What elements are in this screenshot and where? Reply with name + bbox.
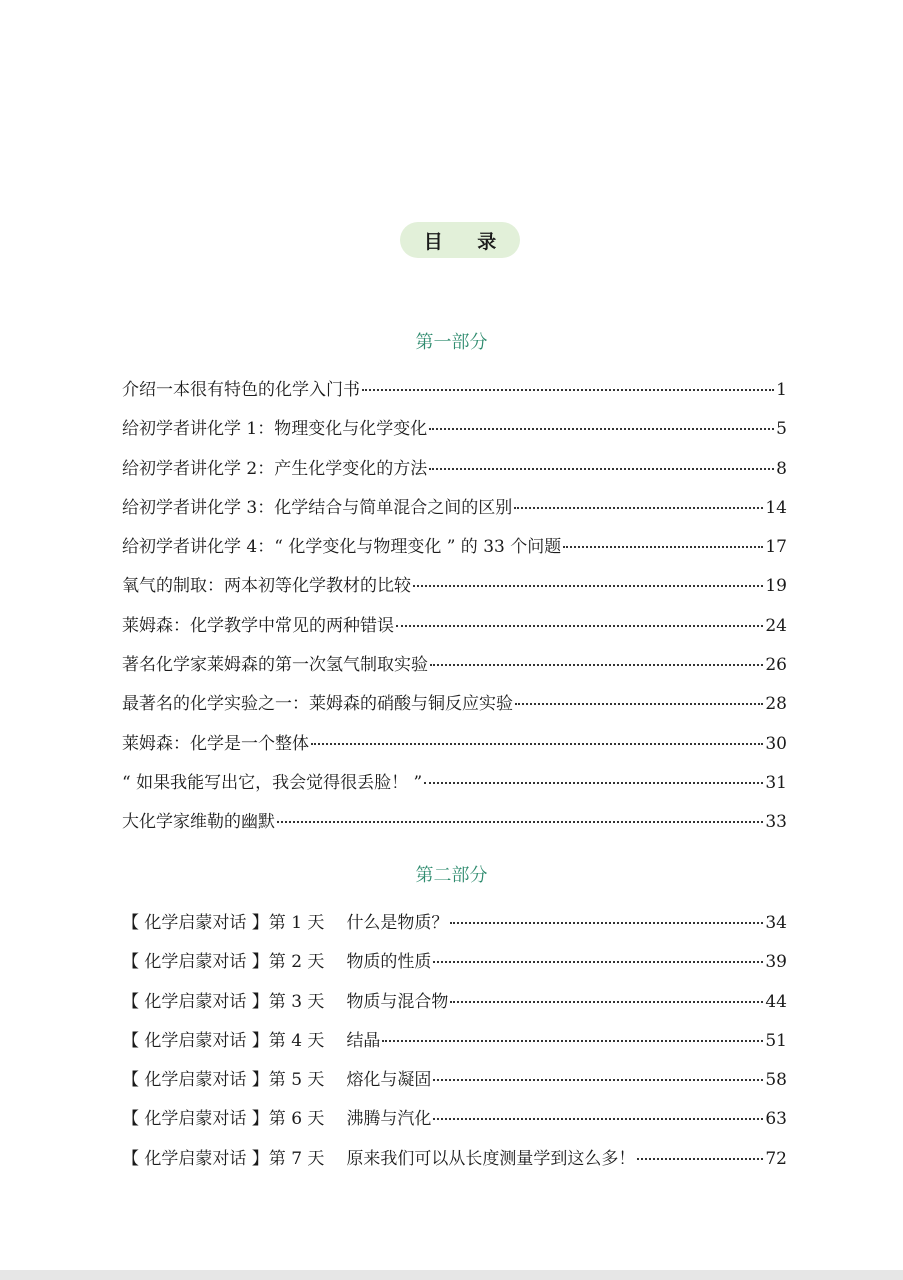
entry-title: 莱姆森：化学教学中常见的两种错误	[122, 615, 394, 636]
dot-leader	[362, 389, 774, 391]
dot-leader	[429, 468, 774, 470]
toc-entry[interactable]	[122, 911, 787, 950]
entry-title: 原来我们可以从长度测量学到这么多！	[346, 1148, 636, 1169]
toc-entry[interactable]	[122, 1147, 787, 1186]
dot-leader	[450, 922, 763, 924]
entry-label	[122, 911, 448, 935]
entry-title: 沸腾与汽化	[346, 1109, 432, 1130]
entry-page-number: 17	[765, 537, 787, 558]
dot-leader	[450, 1001, 763, 1003]
dot-leader	[433, 1118, 763, 1120]
entry-series: 【 化学启蒙对话 】第 3 天	[122, 991, 325, 1012]
toc-entry[interactable]	[122, 810, 787, 849]
toc-entry[interactable]	[122, 1068, 787, 1107]
dot-leader	[424, 782, 763, 784]
toc-entry[interactable]	[122, 950, 787, 989]
page-bottom-edge	[0, 1270, 903, 1280]
dot-leader	[413, 585, 763, 587]
entry-page-number: 31	[765, 772, 787, 793]
dot-leader	[433, 1079, 763, 1081]
toc-entry[interactable]	[122, 990, 787, 1029]
toc-entry[interactable]	[122, 574, 787, 613]
dot-leader	[277, 821, 763, 823]
dot-leader	[396, 625, 763, 627]
toc-entry[interactable]	[122, 457, 787, 496]
toc-entry[interactable]	[122, 732, 787, 771]
toc-entry[interactable]	[122, 771, 787, 810]
entry-series: 【 化学启蒙对话 】第 2 天	[122, 952, 325, 973]
entry-title: 什么是物质？	[346, 913, 449, 933]
entry-title: 著名化学家莱姆森的第一次氢气制取实验	[122, 655, 428, 676]
entry-label	[122, 1068, 431, 1092]
entry-page-number: 63	[765, 1109, 787, 1130]
entry-title: 大化学家维勒的幽默	[122, 812, 275, 833]
entry-series: 【 化学启蒙对话 】第 6 天	[122, 1109, 325, 1130]
dot-leader	[514, 507, 763, 509]
entry-page-number: 24	[765, 615, 787, 636]
entry-page-number: 33	[765, 812, 787, 833]
toc-entry[interactable]	[122, 614, 787, 653]
entry-title: 物质与混合物	[346, 991, 449, 1012]
entry-title: 氧气的制取：两本初等化学教材的比较	[122, 576, 411, 597]
entry-title: 最著名的化学实验之一：莱姆森的硝酸与铜反应实验	[122, 694, 513, 715]
toc-entry[interactable]	[122, 496, 787, 535]
entry-page-number: 58	[765, 1070, 787, 1091]
part1-heading: 第一部分	[415, 332, 488, 353]
entry-title: 莱姆森：化学是一个整体	[122, 733, 309, 754]
toc-entry[interactable]	[122, 653, 787, 692]
entry-series: 【 化学启蒙对话 】第 1 天	[122, 913, 325, 933]
dot-leader	[515, 703, 763, 705]
dot-leader	[637, 1158, 763, 1160]
toc-entry[interactable]	[122, 1107, 787, 1146]
entry-page-number: 14	[765, 497, 787, 518]
toc-entry[interactable]	[122, 417, 787, 456]
entry-title: “ 如果我能写出它，我会觉得很丢脸！ ”	[122, 772, 423, 793]
part2-entries	[122, 911, 787, 1186]
toc-entry[interactable]	[122, 1029, 787, 1068]
dot-leader	[311, 743, 763, 745]
entry-page-number: 51	[765, 1030, 787, 1051]
entry-page-number: 39	[765, 952, 787, 973]
entry-series: 【 化学启蒙对话 】第 4 天	[122, 1030, 325, 1051]
entry-page-number: 34	[765, 913, 787, 933]
entry-page-number: 1	[776, 380, 787, 400]
entry-page-number: 72	[765, 1148, 787, 1169]
entry-series: 【 化学启蒙对话 】第 5 天	[122, 1070, 325, 1091]
entry-label	[122, 990, 448, 1014]
dot-leader	[382, 1040, 763, 1042]
entry-title: 给初学者讲化学 2：产生化学变化的方法	[122, 458, 428, 479]
dot-leader	[429, 428, 774, 430]
toc-entry[interactable]	[122, 378, 787, 417]
entry-series: 【 化学启蒙对话 】第 7 天	[122, 1148, 325, 1169]
entry-page-number: 5	[776, 419, 787, 440]
entry-title: 给初学者讲化学 4：“ 化学变化与物理变化 ” 的 33 个问题	[122, 537, 562, 558]
entry-label	[122, 950, 431, 974]
part1-entries	[122, 378, 787, 850]
entry-title: 熔化与凝固	[346, 1070, 432, 1091]
toc-title: 目 录	[400, 222, 520, 258]
dot-leader	[563, 546, 763, 548]
part2-heading: 第二部分	[415, 865, 488, 886]
entry-page-number: 26	[765, 655, 787, 676]
entry-page-number: 8	[776, 458, 787, 479]
toc-entry[interactable]	[122, 535, 787, 574]
entry-page-number: 19	[765, 576, 787, 597]
entry-label	[122, 1147, 635, 1171]
entry-page-number: 44	[765, 991, 787, 1012]
entry-title: 介绍一本很有特色的化学入门书	[122, 380, 360, 400]
entry-page-number: 28	[765, 694, 787, 715]
entry-label	[122, 1107, 431, 1131]
dot-leader	[430, 664, 763, 666]
dot-leader	[433, 961, 763, 963]
toc-entry[interactable]	[122, 692, 787, 731]
entry-title: 结晶	[346, 1030, 381, 1051]
entry-label	[122, 1029, 380, 1053]
entry-title: 给初学者讲化学 1：物理变化与化学变化	[122, 419, 428, 440]
entry-page-number: 30	[765, 733, 787, 754]
entry-title: 给初学者讲化学 3：化学结合与简单混合之间的区别	[122, 497, 513, 518]
entry-title: 物质的性质	[346, 952, 432, 973]
